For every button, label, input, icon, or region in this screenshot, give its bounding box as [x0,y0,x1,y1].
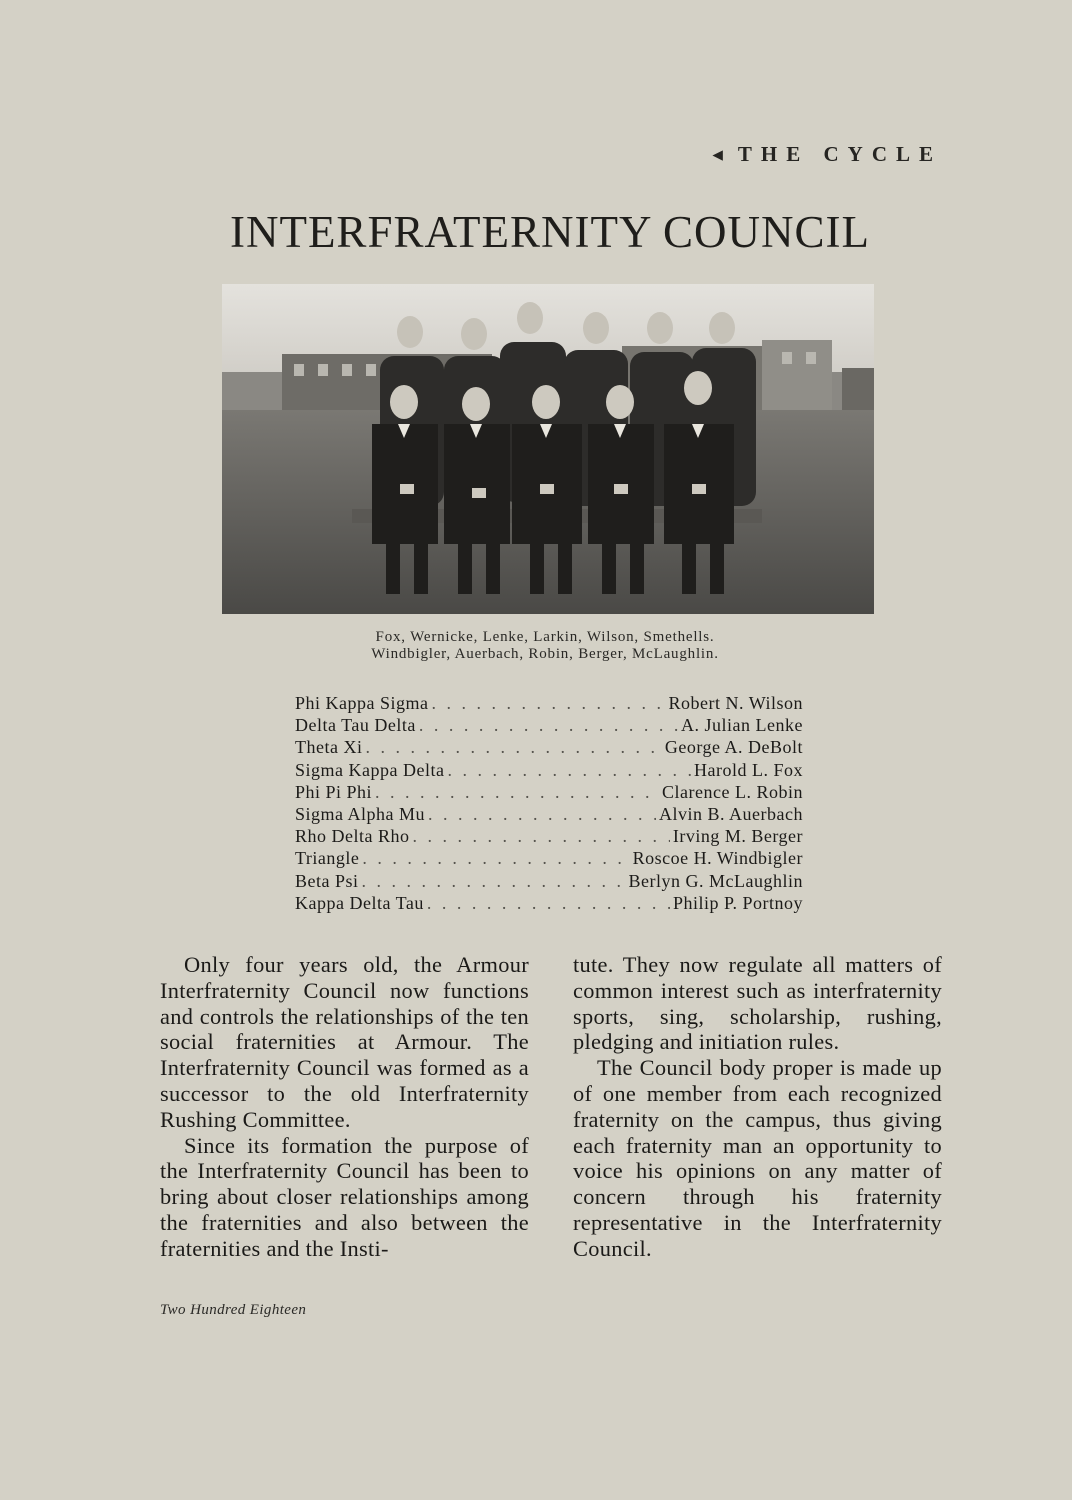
member-name: Clarence L. Robin [662,781,803,802]
dot-leader [428,803,656,825]
dot-leader [447,759,691,781]
paragraph: Only four years old, the Armour Interfraternity Council now functions and controls the relationships of the ten social fraternities at Armour. The Interfraternity Council was formed as a successor to the old Interfraternity Rushing Committee. [160,952,529,1132]
paragraph: Since its formation the purpose of the Interfraternity Council has been to bring about closer relationships among the fraternities and also between the fraternities and the Insti- [160,1132,529,1261]
dot-leader [362,870,626,892]
paragraph: The Council body proper is made up of one member from each recognized fraternity on the campus, thus giving each fraternity man an opportunity to voice his opinions on any matter of concern through his fraternity representative in the Interfraternity Council. [573,1055,942,1261]
roster-row [295,825,803,847]
dot-leader [362,847,629,869]
member-name: Philip P. Portnoy [672,892,803,913]
triangle-marker-icon: ◂ [712,142,732,166]
member-name: George A. DeBolt [664,737,803,758]
caption-line: Fox, Wernicke, Lenke, Larkin, Wilson, Smethells. [375,629,715,645]
page-number: Two Hundred Eighteen [160,1302,307,1318]
dot-leader [375,781,659,803]
fraternity-name: Sigma Alpha Mu [295,804,426,825]
dot-leader [419,714,678,736]
roster-row [295,781,803,803]
roster-row [295,714,803,736]
article-body [160,952,942,1262]
member-name: Berlyn G. McLaughlin [628,870,803,891]
member-name: Alvin B. Auerbach [659,804,803,825]
member-name: Roscoe H. Windbigler [632,848,803,869]
dot-leader [432,692,666,714]
member-name: A. Julian Lenke [681,715,803,736]
fraternity-name: Phi Pi Phi [295,781,373,802]
roster-row [295,692,803,714]
dot-leader [413,825,670,847]
fraternity-name: Beta Psi [295,870,359,891]
caption-line: Windbigler, Auerbach, Robin, Berger, McLaughlin. [371,646,719,662]
roster-row [295,870,803,892]
photo-caption [0,629,1072,663]
fraternity-name: Phi Kappa Sigma [295,693,429,713]
fraternity-name: Theta Xi [295,737,363,758]
left-column [160,952,529,1262]
roster-row [295,803,803,825]
roster-row [295,847,803,869]
fraternity-name: Triangle [295,848,360,869]
group-photo [222,284,874,614]
member-name: Harold L. Fox [694,759,803,780]
right-column [573,952,942,1262]
paragraph: tute. They now regulate all matters of common interest such as interfraternity sports, sing, scholarship, rushing, pledging and initiation rules. [573,952,942,1055]
fraternity-name: Kappa Delta Tau [295,892,424,913]
member-name: Irving M. Berger [672,826,803,847]
page-title: INTERFRATERNITY COUNCIL [229,207,871,257]
running-head [712,141,942,167]
dot-leader [427,892,670,914]
member-name: Robert N. Wilson [668,693,803,713]
roster-row [295,736,803,758]
roster-row [295,892,803,914]
fraternity-name: Sigma Kappa Delta [295,759,445,780]
fraternity-name: Rho Delta Rho [295,826,410,847]
running-head-text: THE CYCLE [737,142,942,166]
fraternity-name: Delta Tau Delta [295,715,416,736]
member-roster [295,692,803,914]
dot-leader [365,736,661,758]
roster-row [295,759,803,781]
